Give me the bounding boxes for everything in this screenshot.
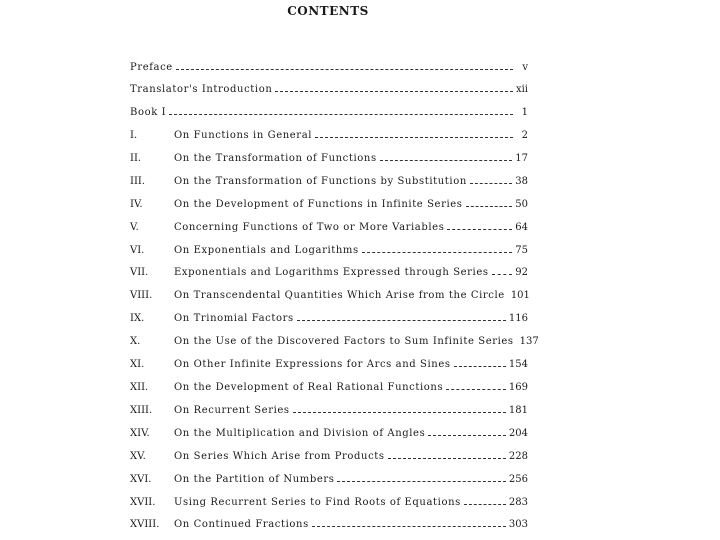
dot-leader (447, 229, 512, 230)
chapter-page: 181 (508, 405, 528, 416)
chapter-page: 64 (515, 222, 528, 233)
chapter-title: On the Transformation of Functions (174, 153, 377, 164)
chapter-number: II. (130, 153, 142, 164)
chapter-page: 204 (508, 428, 528, 439)
toc-chapter-18[interactable] (130, 517, 528, 533)
chapter-title: Concerning Functions of Two or More Variables (174, 222, 445, 233)
chapter-page: 303 (508, 519, 528, 530)
dot-leader (312, 526, 506, 527)
chapter-number: VII. (130, 267, 149, 278)
toc-entry-page: xii (515, 84, 528, 95)
chapter-page: 116 (508, 313, 528, 324)
chapter-number: XIV. (130, 428, 150, 439)
chapter-title: On Functions in General (174, 130, 313, 141)
dot-leader (470, 183, 512, 184)
toc-chapter-13[interactable] (130, 403, 528, 419)
dot-leader (362, 252, 513, 253)
toc-chapter-9[interactable] (130, 311, 528, 327)
chapter-number: VIII. (130, 290, 153, 301)
chapter-title: Using Recurrent Series to Find Roots of Equations (174, 497, 461, 508)
chapter-title: On the Transformation of Functions by Substitution (174, 176, 467, 187)
toc-chapter-5[interactable] (130, 220, 528, 236)
chapter-page: 154 (508, 359, 528, 370)
dot-leader (337, 481, 505, 482)
toc-entry-page: 1 (521, 107, 528, 118)
chapter-page: 256 (508, 474, 528, 485)
chapter-number: III. (130, 176, 146, 187)
chapter-page: 283 (508, 497, 528, 508)
chapter-number: XVII. (130, 497, 156, 508)
toc-chapter-11[interactable] (130, 357, 528, 373)
toc-chapter-10[interactable] (130, 334, 539, 350)
toc-chapter-15[interactable] (130, 449, 528, 465)
dot-leader (275, 91, 513, 92)
chapter-page: 50 (515, 199, 528, 210)
toc-entry-label: Translator's Introduction (130, 84, 273, 95)
toc-chapter-17[interactable] (130, 495, 528, 511)
toc-entry-preface[interactable] (130, 60, 528, 76)
chapter-number: XVI. (130, 474, 152, 485)
toc-chapter-16[interactable] (130, 472, 528, 488)
chapter-title: On the Development of Real Rational Functions (174, 382, 444, 393)
toc-chapter-1[interactable] (130, 128, 528, 144)
chapter-page: 101 (510, 290, 530, 301)
toc-entry-page: v (522, 62, 528, 73)
dot-leader (297, 320, 506, 321)
dot-leader (428, 435, 506, 436)
dot-leader (176, 69, 513, 70)
dot-leader (315, 137, 513, 138)
dot-leader (466, 206, 513, 207)
toc-chapter-7[interactable] (130, 265, 528, 281)
chapter-page: 2 (521, 130, 528, 141)
dot-leader (293, 412, 506, 413)
chapter-page: 169 (508, 382, 528, 393)
chapter-title: On Other Infinite Expressions for Arcs and Sines (174, 359, 451, 370)
dot-leader (169, 114, 513, 115)
dot-leader (388, 458, 506, 459)
toc-entry-book-i[interactable] (130, 105, 528, 121)
chapter-page: 228 (508, 451, 528, 462)
toc-chapter-6[interactable] (130, 243, 528, 259)
chapter-number: IV. (130, 199, 143, 210)
chapter-title: On the Multiplication and Division of Angles (174, 428, 426, 439)
toc-entry-label: Preface (130, 62, 173, 73)
chapter-number: X. (130, 336, 141, 347)
chapter-title: On Exponentials and Logarithms (174, 245, 359, 256)
chapter-number: XII. (130, 382, 149, 393)
toc-chapter-3[interactable] (130, 174, 528, 190)
chapter-number: XVIII. (130, 519, 160, 530)
chapter-number: I. (130, 130, 138, 141)
chapter-number: XV. (130, 451, 146, 462)
chapter-title: On the Use of the Discovered Factors to Sum Infinite Series (174, 336, 514, 347)
toc-chapter-12[interactable] (130, 380, 528, 396)
dot-leader (492, 274, 513, 275)
chapter-number: IX. (130, 313, 145, 324)
chapter-page: 137 (519, 336, 539, 347)
chapter-title: On the Partition of Numbers (174, 474, 335, 485)
chapter-title: On Transcendental Quantities Which Arise from the Circle (174, 290, 505, 301)
dot-leader (446, 389, 506, 390)
chapter-page: 38 (515, 176, 528, 187)
chapter-number: XI. (130, 359, 145, 370)
chapter-title: Exponentials and Logarithms Expressed through Series (174, 267, 489, 278)
toc-entry-label: Book I (130, 107, 167, 118)
chapter-page: 17 (515, 153, 528, 164)
toc-chapter-4[interactable] (130, 197, 528, 213)
toc-chapter-2[interactable] (130, 151, 528, 167)
toc-chapter-8[interactable] (130, 288, 528, 304)
chapter-number: V. (130, 222, 139, 233)
chapter-title: On Trinomial Factors (174, 313, 294, 324)
dot-leader (454, 366, 506, 367)
dot-leader (380, 160, 513, 161)
chapter-title: On the Development of Functions in Infinite Series (174, 199, 463, 210)
chapter-number: VI. (130, 245, 145, 256)
dot-leader (464, 504, 506, 505)
toc-entry-translators-introduction[interactable] (130, 82, 528, 98)
chapter-title: On Recurrent Series (174, 405, 290, 416)
chapter-page: 75 (515, 245, 528, 256)
chapter-title: On Series Which Arise from Products (174, 451, 385, 462)
chapter-number: XIII. (130, 405, 153, 416)
page-title: CONTENTS (287, 4, 369, 18)
chapter-page: 92 (515, 267, 528, 278)
chapter-title: On Continued Fractions (174, 519, 309, 530)
toc-chapter-14[interactable] (130, 426, 528, 442)
